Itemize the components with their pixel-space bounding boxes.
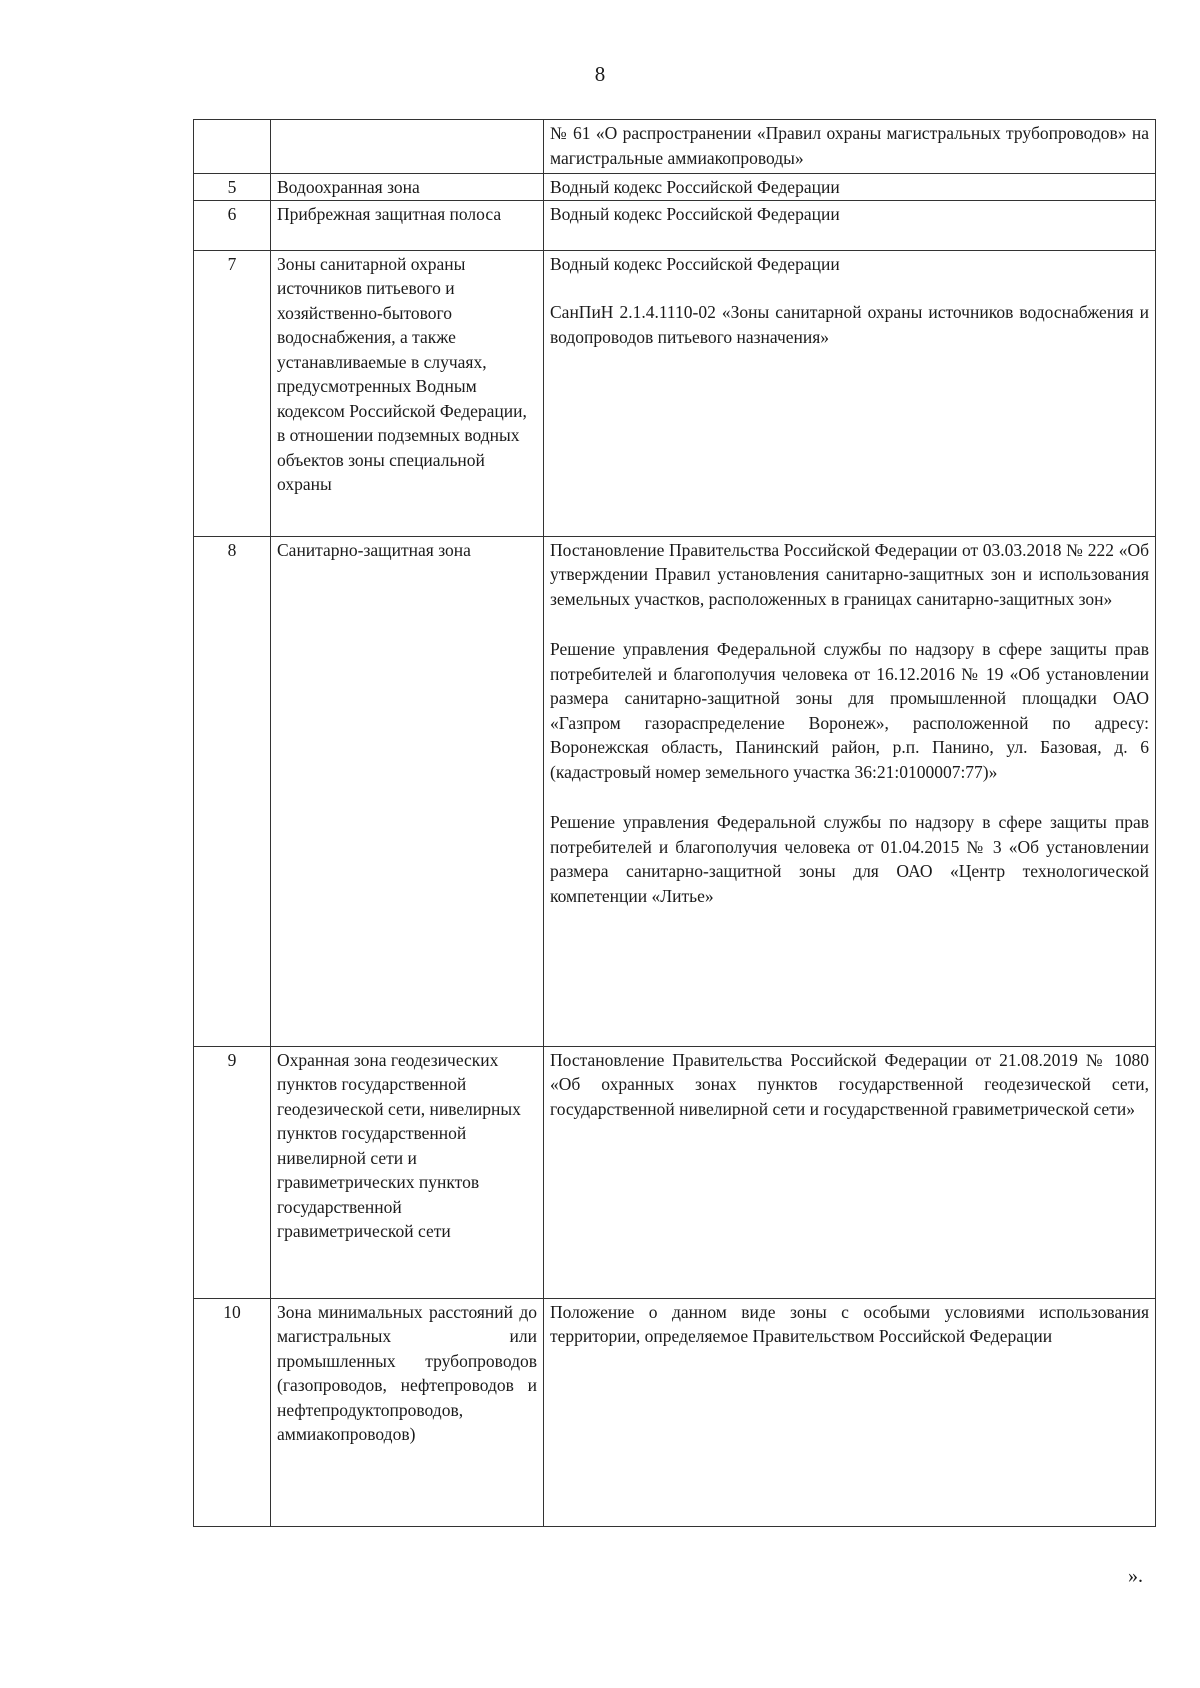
row-number: 6 xyxy=(194,200,271,250)
zone-name: Санитарно-защитная зона xyxy=(271,536,544,1046)
table-row xyxy=(194,174,1156,201)
page-number: 8 xyxy=(594,62,606,86)
legal-document: Водный кодекс Российской Федерации xyxy=(550,253,840,274)
zone-name: Водоохранная зона xyxy=(271,174,544,201)
legal-document: Водный кодекс Российской Федерации xyxy=(550,203,840,224)
zone-name: Охранная зона геодезических пунктов государственной геодезической сети, нивелирных пунктов государственной нивелирной сети и гравиметрических пунктов государственной гравиметрической сети xyxy=(271,1046,544,1298)
row-number xyxy=(194,120,271,174)
legal-basis xyxy=(544,200,1156,250)
table-row xyxy=(194,200,1156,250)
legal-document: Водный кодекс Российской Федерации xyxy=(550,177,840,197)
zone-name: Зона минимальных расстояний до магистральных или промышленных трубопроводов (газопроводов, нефтепроводов и нефтепродуктопроводов, аммиакопроводов) xyxy=(271,1298,544,1526)
legal-basis xyxy=(544,536,1156,1046)
legal-basis xyxy=(544,120,1156,174)
table-row xyxy=(194,1046,1156,1298)
legal-basis xyxy=(544,250,1156,536)
legal-document: Решение управления Федеральной службы по надзору в сфере защиты прав потребителей и благополучия человека от 01.04.2015 № 3 «Об установлении размера санитарно-защитной зоны для ОАО «Центр технологической компетенции «Литье» xyxy=(550,812,1149,906)
legal-document: Постановление Правительства Российской Федерации от 03.03.2018 № 222 «Об утверждении Правил установления санитарно-защитных зон и использования земельных участков, расположенных в границах санитарно-защитных зон» xyxy=(550,539,1149,609)
row-number: 8 xyxy=(194,536,271,1046)
closing-quote: ». xyxy=(1128,1565,1143,1587)
zone-name: Зоны санитарной охраны источников питьевого и хозяйственно-бытового водоснабжения, а также устанавливаемые в случаях, предусмотренных Водным кодексом Российской Федерации, в отношении подземных водных объектов зоны специальной охраны xyxy=(271,250,544,536)
legal-document: Постановление Правительства Российской Федерации от 21.08.2019 № 1080 «Об охранных зонах пунктов государственной геодезической сети, государственной нивелирной сети и государственной гравиметрической сети» xyxy=(550,1049,1149,1119)
legal-document: Решение управления Федеральной службы по надзору в сфере защиты прав потребителей и благополучия человека от 16.12.2016 № 19 «Об установлении размера санитарно-защитной зоны для промышленной площадки ОАО «Газпром газораспределение Воронеж», расположенной по адресу: Воронежская область, Панинский район, р.п. Панино, ул. Базовая, д. 6 (кадастровый номер земельного участка 36:21:0100007:77)» xyxy=(550,639,1149,782)
table-row xyxy=(194,250,1156,536)
legal-document: Положение о данном виде зоны с особыми условиями использования территории, определяемое Правительством Российской Федерации xyxy=(550,1301,1149,1346)
row-number: 5 xyxy=(194,174,271,201)
zone-name: Прибрежная защитная полоса xyxy=(271,200,544,250)
table-row xyxy=(194,1298,1156,1526)
zones-table xyxy=(193,119,1156,1527)
table-row xyxy=(194,120,1156,174)
legal-basis xyxy=(544,1046,1156,1298)
legal-document: СанПиН 2.1.4.1110-02 «Зоны санитарной охраны источников водоснабжения и водопроводов питьевого назначения» xyxy=(550,302,1149,347)
legal-document: № 61 «О распространении «Правил охраны магистральных трубопроводов» на магистральные аммиакопроводы» xyxy=(550,123,1149,168)
legal-basis xyxy=(544,1298,1156,1526)
row-number: 9 xyxy=(194,1046,271,1298)
zone-name xyxy=(271,120,544,174)
table-row xyxy=(194,536,1156,1046)
legal-basis xyxy=(544,174,1156,201)
row-number: 7 xyxy=(194,250,271,536)
row-number: 10 xyxy=(194,1298,271,1526)
